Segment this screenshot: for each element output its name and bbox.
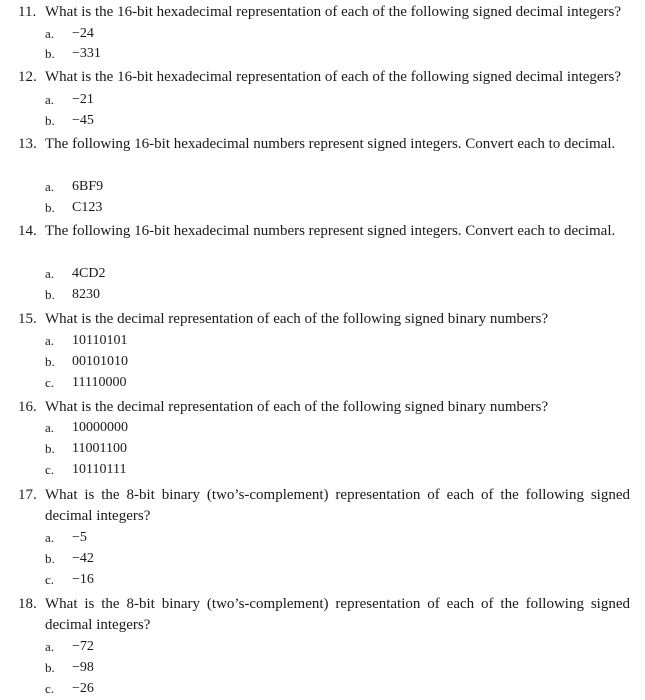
question-text: What is the 8-bit binary (two’s-complement) representation of each of the following signed decimal integers? <box>45 596 630 633</box>
item-value: 11001100 <box>72 441 127 456</box>
question-number: 13. <box>18 136 37 152</box>
item-label: b. <box>45 46 55 61</box>
answer-item <box>45 461 126 479</box>
question-number: 18. <box>18 596 37 612</box>
answer-item <box>45 659 94 677</box>
answer-item <box>45 419 128 437</box>
item-label: b. <box>45 200 55 215</box>
question-text: What is the 16-bit hexadecimal representation of each of the following signed decimal integers? <box>45 4 622 20</box>
item-label: c. <box>45 681 55 696</box>
item-label: a. <box>45 530 55 545</box>
answer-item <box>45 353 128 371</box>
item-label: a. <box>45 333 55 348</box>
answer-item <box>45 374 126 392</box>
item-label: a. <box>45 639 55 654</box>
item-value: −16 <box>72 572 94 587</box>
question-13 <box>18 134 630 155</box>
item-label: c. <box>45 572 55 587</box>
answer-item <box>45 199 102 217</box>
question-text: The following 16-bit hexadecimal numbers represent signed integers. Convert each to decimal. <box>45 136 616 152</box>
answer-item <box>45 571 94 589</box>
item-value: −98 <box>72 660 94 675</box>
item-value: 8230 <box>72 287 100 302</box>
answer-item <box>45 265 105 283</box>
item-label: a. <box>45 179 55 194</box>
question-number: 11. <box>18 4 37 20</box>
item-value: 11110000 <box>72 375 127 390</box>
item-value: 10110111 <box>72 462 127 477</box>
answer-item <box>45 286 100 304</box>
item-value: 10110101 <box>72 333 128 348</box>
answer-item <box>45 332 127 350</box>
question-number: 16. <box>18 399 37 415</box>
question-14 <box>18 221 630 242</box>
item-label: b. <box>45 660 55 675</box>
item-label: a. <box>45 26 55 41</box>
item-value: −72 <box>72 639 94 654</box>
item-value: −42 <box>72 551 94 566</box>
item-value: −5 <box>72 530 87 545</box>
question-number: 12. <box>18 69 37 85</box>
answer-item <box>45 25 94 43</box>
answer-item <box>45 91 94 109</box>
question-15 <box>18 309 630 330</box>
question-text: What is the 16-bit hexadecimal representation of each of the following signed decimal integers? <box>45 69 622 85</box>
item-value: 10000000 <box>72 420 128 435</box>
answer-item <box>45 45 101 63</box>
item-label: b. <box>45 551 55 566</box>
item-value: −45 <box>72 113 94 128</box>
item-value: C123 <box>72 200 103 215</box>
item-label: b. <box>45 287 55 302</box>
question-text: What is the decimal representation of each of the following signed binary numbers? <box>45 311 549 327</box>
question-text: What is the 8-bit binary (two’s-complement) representation of each of the following signed decimal integers? <box>45 487 630 524</box>
question-number: 14. <box>18 223 37 239</box>
item-label: a. <box>45 92 55 107</box>
question-18 <box>18 594 630 636</box>
answer-item <box>45 178 103 196</box>
item-value: −24 <box>72 26 94 41</box>
item-value: −21 <box>72 92 94 107</box>
question-number: 17. <box>18 487 37 503</box>
answer-item <box>45 440 127 458</box>
item-label: a. <box>45 266 55 281</box>
question-17 <box>18 485 630 527</box>
item-value: −26 <box>72 681 94 696</box>
question-text: What is the decimal representation of each of the following signed binary numbers? <box>45 399 549 415</box>
item-label: b. <box>45 354 55 369</box>
item-label: a. <box>45 420 55 435</box>
item-value: 4CD2 <box>72 266 106 281</box>
question-12 <box>18 67 630 88</box>
item-value: 00101010 <box>72 354 128 369</box>
answer-item <box>45 638 94 656</box>
item-label: b. <box>45 441 55 456</box>
item-value: 6BF9 <box>72 179 104 194</box>
question-number: 15. <box>18 311 37 327</box>
item-label: c. <box>45 462 55 477</box>
question-text: The following 16-bit hexadecimal numbers represent signed integers. Convert each to decimal. <box>45 223 616 239</box>
answer-item <box>45 112 94 130</box>
item-value: −331 <box>72 46 101 61</box>
question-11 <box>18 2 630 23</box>
answer-item <box>45 680 94 698</box>
question-16 <box>18 397 630 418</box>
item-label: b. <box>45 113 55 128</box>
answer-item <box>45 550 94 568</box>
answer-item <box>45 529 87 547</box>
item-label: c. <box>45 375 55 390</box>
